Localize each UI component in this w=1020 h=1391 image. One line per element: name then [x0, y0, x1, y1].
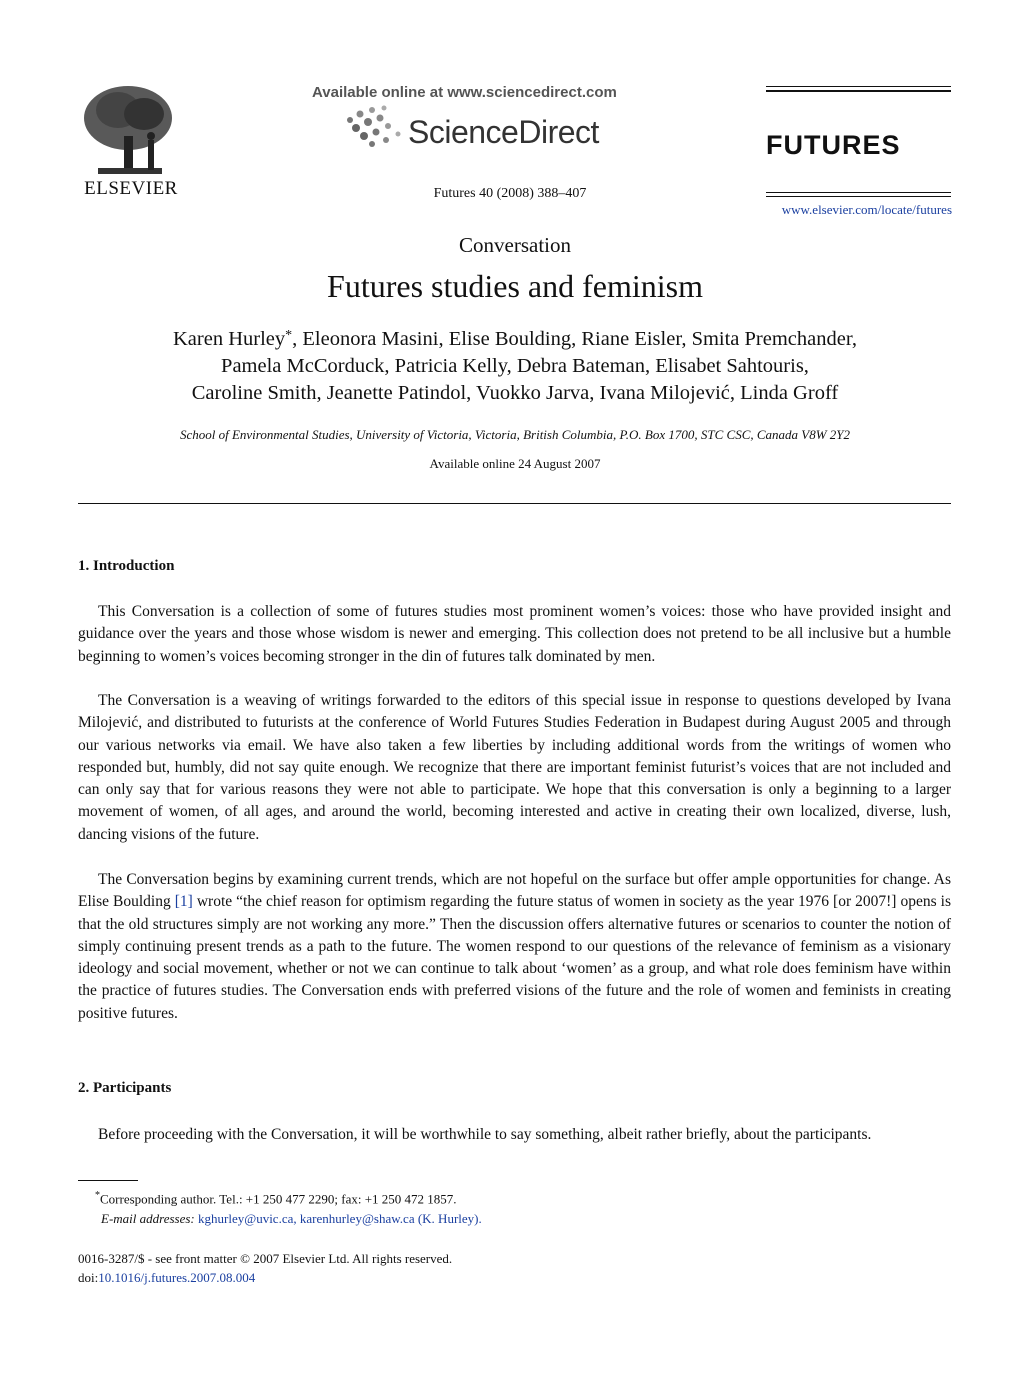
- header-divider: [78, 503, 951, 504]
- sciencedirect-wordmark: ScienceDirect: [408, 114, 599, 150]
- journal-url-link[interactable]: www.elsevier.com/locate/futures: [781, 202, 952, 217]
- paragraph: This Conversation is a collection of some of futures studies most prominent women’s voices: those who have provided insight and guidance over the years and those whose wisdom is newer and emerging. This collection does not pretend to be all inclusive but a humble beginning to women’s voices becoming stronger in the din of futures talk dominated by men.: [78, 603, 951, 665]
- journal-citation: Futures 40 (2008) 388–407: [433, 186, 587, 201]
- doi-label: doi:: [78, 1270, 99, 1285]
- journal-title: FUTURES: [766, 130, 901, 160]
- journal-rule: [766, 196, 951, 197]
- paragraph: The Conversation is a weaving of writings forwarded to the editors of this special issue in response to questions developed by Ivana Milojević, and distributed to futurists at the conference of World Futures Studies Federation in Budapest during August 2005 and through our various networks via email. We have also taken a few liberties by including additional words from the writings of women who responded but, humbly, did not say quite enough. We recognize that there are important feminist futurist’s voices that are not included and can only say that for various reasons they were not able to participate. We hope that this conversation is only a beginning to a larger movement of women, of all ages, and around the world, becoming interested and active in creating their own localized, diverse, lush, dancing visions of the future.: [78, 692, 951, 843]
- journal-rule: [766, 86, 951, 87]
- footnote-text: Corresponding author. Tel.: +1 250 477 2290; fax: +1 250 472 1857.: [100, 1191, 457, 1207]
- affiliation: School of Environmental Studies, University of Victoria, Victoria, British Columbia, P.O. Box 1700, STC CSC, Canada V8W 2Y2: [179, 427, 851, 442]
- email-label: E-mail addresses:: [101, 1211, 195, 1226]
- doi-link[interactable]: 10.1016/j.futures.2007.08.004: [98, 1270, 256, 1285]
- paragraph: [78, 869, 951, 1025]
- footnote-mark: *: [95, 1190, 100, 1201]
- paragraph-text: wrote “the chief reason for optimism regarding the future status of women in society as the year 1976 [or 2007!] opens is that the old structures simply are not working any more.” Then the discussion offers alternative futures or scenarios to counter the notion of simply continuing present trends as a path to the future. The women respond to our questions of the relevance of feminism as a visionary ideology and social movement, whether or not we can continue to talk about ‘women’ as a group, and what role does feminism have within the practice of futures studies. The Conversation ends with preferred visions of the future and the role of women and feminists in creating positive futures.: [78, 893, 951, 1022]
- footnote-corresponding: [95, 1190, 457, 1207]
- article-type: Conversation: [459, 233, 571, 257]
- paragraph: Before proceeding with the Conversation, it will be worthwhile to say something, albeit rather briefly, about the participants.: [98, 1126, 872, 1143]
- available-online-date: Available online 24 August 2007: [429, 456, 601, 471]
- journal-rule: [766, 192, 951, 193]
- publisher-name: ELSEVIER: [84, 178, 178, 199]
- footnote-email: [101, 1211, 482, 1227]
- paragraph-text: The Conversation begins by examining current trends, which are not hopeful on the surface but offer ample opportunities for change. As Elise Boulding: [78, 871, 951, 911]
- author-list-line: , Eleonora Masini, Elise Boulding, Riane Eisler, Smita Premchander,: [292, 328, 857, 350]
- footnote-divider: [78, 1180, 138, 1181]
- journal-rule: [766, 90, 951, 92]
- copyright-notice: 0016-3287/$ - see front matter © 2007 Elsevier Ltd. All rights reserved.: [78, 1251, 453, 1266]
- email-links[interactable]: kghurley@uvic.ca, karenhurley@shaw.ca (K. Hurley).: [198, 1211, 482, 1226]
- section-heading-participants: 2. Participants: [78, 1080, 172, 1096]
- available-online-banner[interactable]: Available online at www.sciencedirect.com: [312, 84, 617, 101]
- author-list-line: Pamela McCorduck, Patricia Kelly, Debra Bateman, Elisabet Sahtouris,: [221, 355, 809, 377]
- author-list-line: Caroline Smith, Jeanette Patindol, Vuokko Jarva, Ivana Milojević, Linda Groff: [191, 382, 839, 404]
- author-list: [76, 326, 954, 407]
- section-heading-introduction: 1. Introduction: [78, 558, 175, 574]
- reference-link[interactable]: [1]: [174, 893, 193, 911]
- corresponding-author-mark[interactable]: *: [285, 328, 293, 343]
- doi: [78, 1270, 255, 1286]
- author-lead: Karen Hurley: [173, 328, 286, 350]
- article-title: Futures studies and feminism: [327, 268, 703, 304]
